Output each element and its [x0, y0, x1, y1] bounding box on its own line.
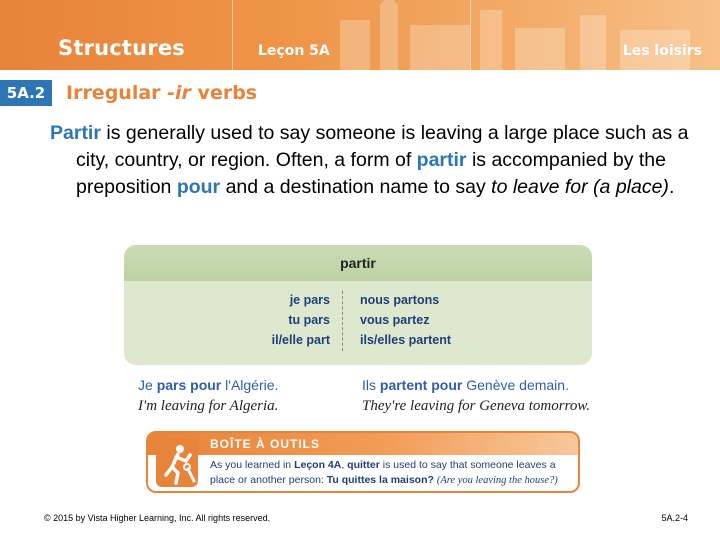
building-watermark-icon: [320, 0, 720, 70]
example-french: [362, 375, 590, 396]
example-fr-pre: Je: [138, 377, 157, 393]
section-title-ending: -ir: [167, 82, 191, 104]
example-french: [138, 375, 278, 396]
toolbox-bold: quitter: [347, 459, 380, 471]
example-english: They're leaving for Geneva tomorrow.: [362, 398, 591, 414]
header-bar: [0, 0, 720, 70]
keyword-partir: Partir: [50, 122, 101, 144]
paragraph-text: and a destination name to say: [220, 176, 492, 198]
toolbox-text-part: As you learned in: [210, 459, 295, 471]
keyword-partir: partir: [416, 149, 467, 171]
conjugation-row: [124, 333, 592, 353]
example-left: [138, 375, 278, 417]
header-title: Structures: [58, 36, 186, 60]
conjugation-plural: ils/elles partent: [360, 333, 452, 347]
section-title-prefix: Irregular: [66, 82, 168, 104]
conjugation-singular: tu pars: [288, 313, 330, 327]
keyword-pour: pour: [176, 176, 221, 198]
paragraph-text: .: [668, 176, 675, 198]
conjugation-table: [124, 245, 592, 365]
toolbox-bold: Tu quittes la maison?: [326, 474, 434, 486]
paragraph-text: is generally used to say someone is leaving a large place such as a city, country, or region. Often, a form of: [76, 122, 689, 171]
example-fr-post: l'Algérie.: [221, 377, 279, 393]
toolbox-text: [210, 458, 574, 488]
conjugation-header: [124, 245, 592, 281]
toolbox-text-part: is used to say that someone leaves a place or another person:: [210, 459, 559, 486]
conjugation-row: [124, 313, 592, 333]
example-fr-bold: pars pour: [156, 377, 222, 393]
header-divider: [232, 0, 233, 70]
copyright-text: © 2015 by Vista Higher Learning, Inc. All rights reserved.: [44, 513, 271, 523]
boite-a-outils-box: [146, 431, 580, 493]
conjugation-singular: il/elle part: [271, 333, 330, 347]
example-english: I'm leaving for Algeria.: [138, 398, 279, 414]
paragraph-text: is accompanied by the preposition: [76, 149, 666, 198]
toolbox-italic: (Are you leaving the house?): [436, 475, 558, 486]
conjugation-plural: nous partons: [360, 293, 440, 307]
section-title-suffix: verbs: [190, 82, 258, 104]
intro-paragraph: [50, 120, 710, 201]
toolbox-text-part: ,: [341, 459, 348, 471]
section-badge: 5A.2: [0, 80, 52, 106]
paragraph-italic: to leave for (a place): [491, 176, 669, 198]
conjugation-verb: partir: [340, 255, 376, 271]
header-divider: [470, 0, 471, 70]
example-fr-post: Genève demain.: [462, 377, 569, 393]
wrench-person-icon: [154, 437, 200, 489]
page-number: 5A.2-4: [661, 513, 688, 523]
toolbox-bold: Leçon 4A: [294, 459, 342, 471]
toolbox-title: BOÎTE À OUTILS: [210, 437, 320, 451]
example-fr-pre: Ils: [362, 377, 380, 393]
example-right: [362, 375, 590, 417]
conjugation-plural: vous partez: [360, 313, 430, 327]
example-fr-bold: partent pour: [379, 377, 463, 393]
conjugation-singular: je pars: [289, 293, 330, 307]
section-title: [66, 80, 257, 106]
conjugation-row: [124, 293, 592, 313]
header-lesson: Leçon 5A: [258, 43, 330, 59]
header-unit: Les loisirs: [622, 43, 702, 59]
